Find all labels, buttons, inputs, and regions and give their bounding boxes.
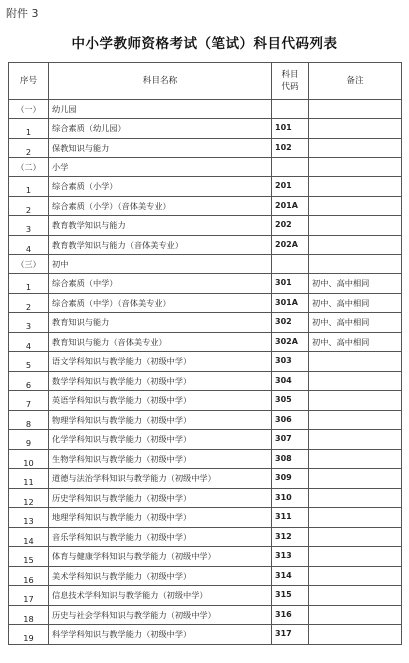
row-serial-number: 13 [9,508,49,528]
row-subject-name: 保教知识与能力 [49,138,272,158]
table-row [9,177,402,197]
row-remarks [309,371,402,391]
row-subject-code: 102 [272,138,309,158]
row-remarks [309,527,402,547]
row-subject-code: 317 [272,625,309,645]
table-row [9,410,402,430]
row-subject-name: 语文学科知识与教学能力（初级中学） [49,352,272,372]
table-row [9,274,402,294]
row-remarks [309,410,402,430]
row-subject-code: 301A [272,293,309,313]
row-subject-code: 313 [272,547,309,567]
row-remarks [309,391,402,411]
row-serial-number: 14 [9,527,49,547]
row-serial-number: 10 [9,449,49,469]
row-serial-number: 17 [9,586,49,606]
row-serial-number: 1 [9,274,49,294]
table-row [9,371,402,391]
section-row [9,100,402,119]
row-remarks [309,547,402,567]
document-title: 中小学教师资格考试（笔试）科目代码列表 [71,36,338,52]
table-row [9,196,402,216]
row-remarks [309,235,402,255]
row-subject-name: 美术学科知识与教学能力（初级中学） [49,566,272,586]
table-row [9,332,402,352]
row-subject-code: 202A [272,235,309,255]
table-row [9,449,402,469]
section-number: （二） [9,158,49,177]
row-serial-number: 4 [9,332,49,352]
row-remarks [309,352,402,372]
row-serial-number: 8 [9,410,49,430]
table-row [9,469,402,489]
row-remarks [309,449,402,469]
section-number: （三） [9,255,49,274]
row-subject-name: 地理学科知识与教学能力（初级中学） [49,508,272,528]
header-subject-code-line2: 代码 [281,82,299,92]
row-subject-code: 316 [272,605,309,625]
row-subject-name: 教育教学知识与能力（音体美专业） [49,235,272,255]
section-note-cell [309,158,402,177]
row-subject-code: 312 [272,527,309,547]
table-row [9,119,402,139]
table-row [9,313,402,333]
subject-code-table [8,62,402,645]
table-row [9,391,402,411]
attachment-label: 附件 3 [6,7,39,20]
table-row [9,605,402,625]
row-serial-number: 19 [9,625,49,645]
row-subject-code: 311 [272,508,309,528]
row-subject-name: 教育知识与能力 [49,313,272,333]
header-subject-name: 科目名称 [49,63,272,100]
row-subject-name: 数学学科知识与教学能力（初级中学） [49,371,272,391]
table-row [9,293,402,313]
row-subject-name: 教育知识与能力（音体美专业） [49,332,272,352]
section-name: 初中 [49,255,272,274]
row-serial-number: 1 [9,177,49,197]
table-row [9,235,402,255]
table-row [9,216,402,236]
row-subject-code: 302A [272,332,309,352]
row-subject-code: 314 [272,566,309,586]
row-subject-name: 信息技术学科知识与教学能力（初级中学） [49,586,272,606]
section-name: 幼儿园 [49,100,272,119]
row-remarks [309,625,402,645]
table-row [9,508,402,528]
header-subject-code-line1: 科目 [281,69,299,80]
row-subject-name: 综合素质（中学） [49,274,272,294]
row-serial-number: 6 [9,371,49,391]
row-remarks [309,216,402,236]
row-subject-name: 生物学科知识与教学能力（初级中学） [49,449,272,469]
row-serial-number: 11 [9,469,49,489]
row-subject-name: 综合素质（小学） [49,177,272,197]
header-remarks: 备注 [309,63,402,100]
row-serial-number: 7 [9,391,49,411]
table-body [9,100,402,645]
row-subject-name: 道德与法治学科知识与教学能力（初级中学） [49,469,272,489]
row-subject-name: 物理学科知识与教学能力（初级中学） [49,410,272,430]
section-number: （一） [9,100,49,119]
row-serial-number: 5 [9,352,49,372]
header-subject-code [272,63,309,100]
row-subject-name: 体育与健康学科知识与教学能力（初级中学） [49,547,272,567]
row-subject-name: 综合素质（小学）（音体美专业） [49,196,272,216]
table-row [9,625,402,645]
row-subject-name: 历史与社会学科知识与教学能力（初级中学） [49,605,272,625]
row-remarks: 初中、高中相同 [309,274,402,294]
row-subject-name: 音乐学科知识与教学能力（初级中学） [49,527,272,547]
row-remarks [309,586,402,606]
table-row [9,586,402,606]
row-subject-code: 301 [272,274,309,294]
row-subject-code: 307 [272,430,309,450]
row-subject-code: 308 [272,449,309,469]
row-subject-code: 309 [272,469,309,489]
row-subject-name: 英语学科知识与教学能力（初级中学） [49,391,272,411]
row-remarks [309,469,402,489]
header-serial-number: 序号 [9,63,49,100]
row-remarks [309,119,402,139]
row-subject-code: 310 [272,488,309,508]
table-row [9,488,402,508]
row-subject-code: 101 [272,119,309,139]
table-row [9,430,402,450]
row-subject-code: 201A [272,196,309,216]
row-serial-number: 2 [9,196,49,216]
section-code-cell [272,255,309,274]
row-subject-code: 201 [272,177,309,197]
row-serial-number: 15 [9,547,49,567]
row-serial-number: 2 [9,293,49,313]
section-row [9,158,402,177]
row-subject-code: 302 [272,313,309,333]
section-name: 小学 [49,158,272,177]
row-subject-name: 历史学科知识与教学能力（初级中学） [49,488,272,508]
row-remarks [309,138,402,158]
row-subject-code: 315 [272,586,309,606]
row-subject-name: 化学学科知识与教学能力（初级中学） [49,430,272,450]
table-row [9,138,402,158]
row-remarks: 初中、高中相同 [309,293,402,313]
row-remarks [309,177,402,197]
row-remarks [309,508,402,528]
row-remarks [309,566,402,586]
row-serial-number: 3 [9,313,49,333]
row-subject-code: 305 [272,391,309,411]
row-serial-number: 4 [9,235,49,255]
row-serial-number: 16 [9,566,49,586]
section-note-cell [309,255,402,274]
row-remarks [309,605,402,625]
row-serial-number: 18 [9,605,49,625]
row-remarks: 初中、高中相同 [309,332,402,352]
row-subject-code: 303 [272,352,309,372]
row-remarks [309,488,402,508]
row-serial-number: 3 [9,216,49,236]
section-code-cell [272,100,309,119]
row-serial-number: 12 [9,488,49,508]
row-subject-name: 教育教学知识与能力 [49,216,272,236]
table-header-row [9,63,402,100]
row-subject-code: 202 [272,216,309,236]
row-subject-name: 综合素质（幼儿园） [49,119,272,139]
section-code-cell [272,158,309,177]
row-subject-code: 304 [272,371,309,391]
section-row [9,255,402,274]
row-serial-number: 1 [9,119,49,139]
row-remarks: 初中、高中相同 [309,313,402,333]
table-row [9,527,402,547]
table-row [9,566,402,586]
row-serial-number: 2 [9,138,49,158]
table-row [9,352,402,372]
table-row [9,547,402,567]
row-remarks [309,430,402,450]
row-subject-name: 综合素质（中学）（音体美专业） [49,293,272,313]
row-serial-number: 9 [9,430,49,450]
row-subject-name: 科学学科知识与教学能力（初级中学） [49,625,272,645]
row-subject-code: 306 [272,410,309,430]
section-note-cell [309,100,402,119]
row-remarks [309,196,402,216]
